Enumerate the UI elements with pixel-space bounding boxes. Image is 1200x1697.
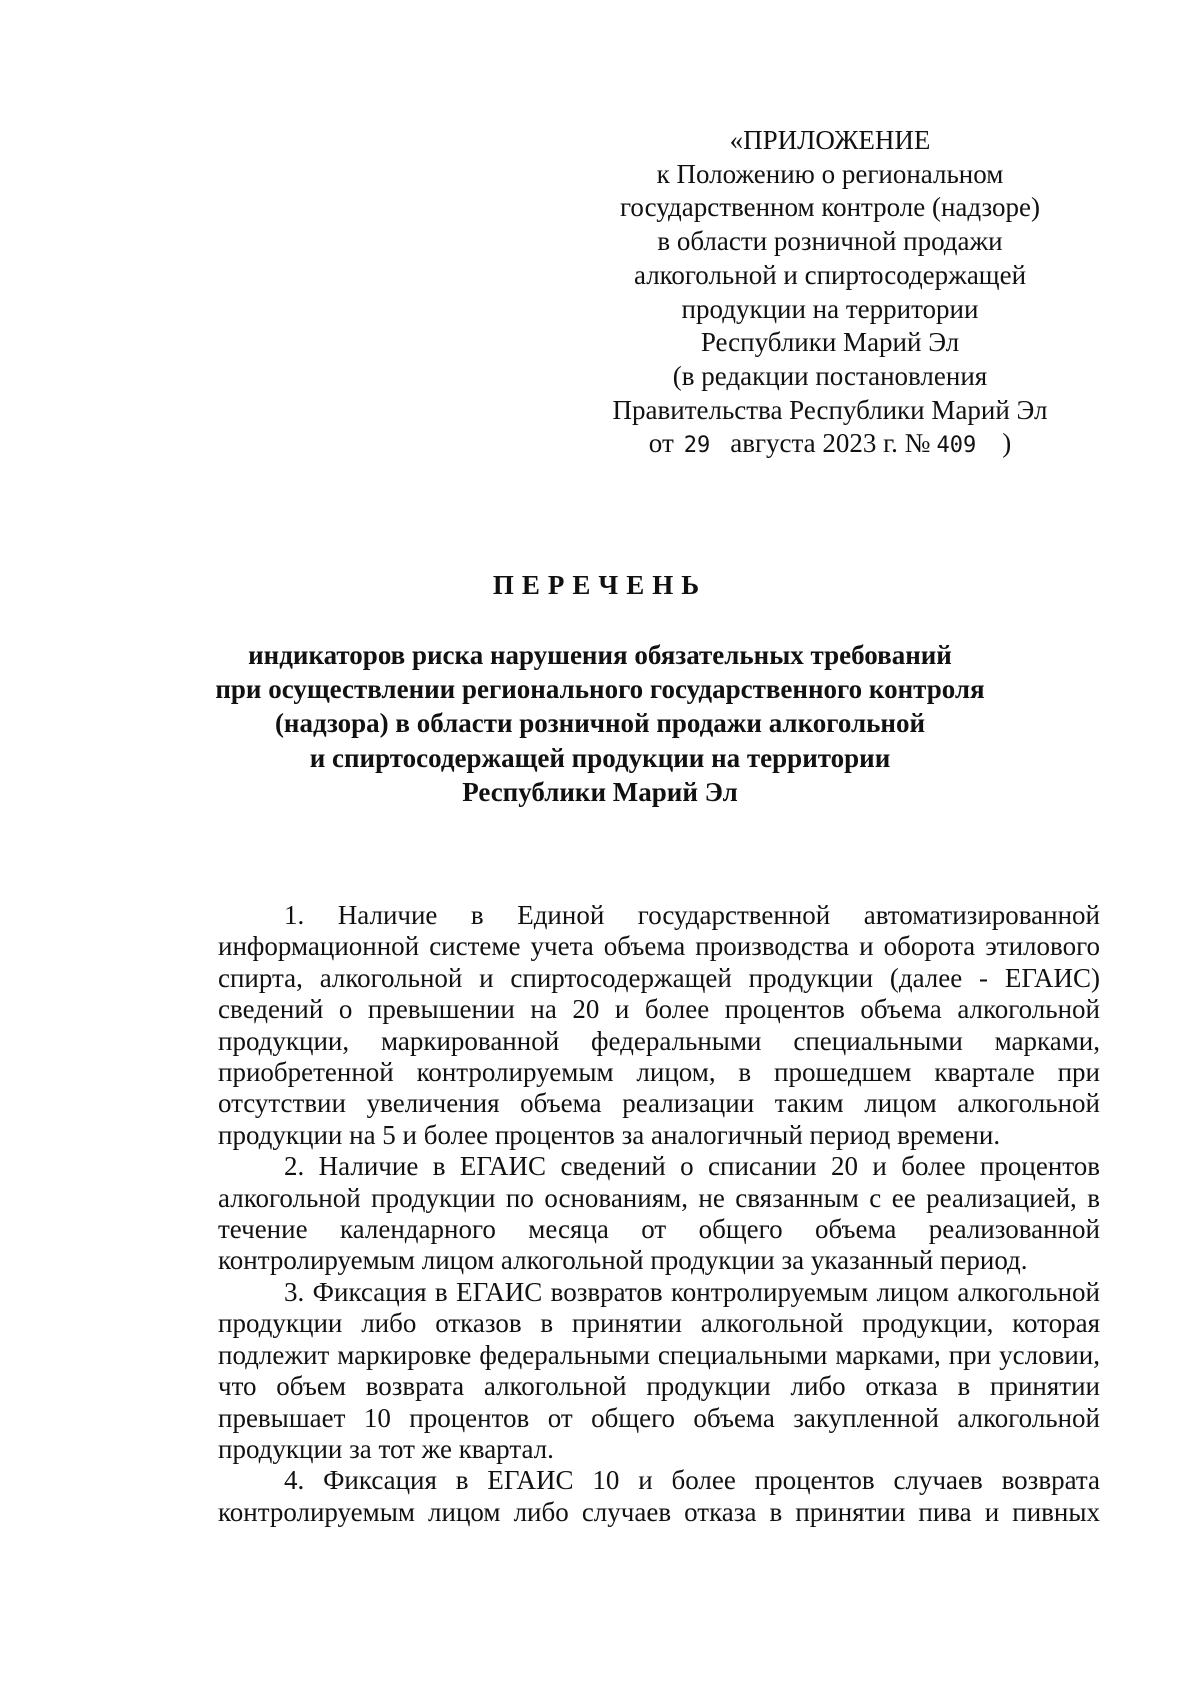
paragraph-3: 3. Фиксация в ЕГАИС возвратов контролируемым лицом алкогольной продукции либо отказов в принятии алкогольной продукции, которая подлежит маркировке федеральными специальными марками, при условии, что объем возврата алкогольной продукции либо отказа в принятии превышает 10 процентов от общего объема закупленной алкогольной продукции за тот же квартал. xyxy=(218,1276,1100,1464)
subtitle-line: Республики Марий Эл xyxy=(462,776,738,807)
appendix-line: (в редакции постановления xyxy=(672,360,988,391)
subtitle-line: индикаторов риска нарушения обязательных требований xyxy=(248,640,952,670)
appendix-line: алкогольной и спиртосодержащей xyxy=(633,259,1027,290)
appendix-line: к Положению о региональном xyxy=(656,158,1004,189)
appendix-line: Республики Марий Эл xyxy=(700,327,960,358)
subtitle-line: (надзора) в области розничной продажи алкогольной xyxy=(274,708,926,739)
date-rest: августа 2023 г. № xyxy=(730,428,931,459)
appendix-line: «ПРИЛОЖЕНИЕ xyxy=(729,125,931,155)
appendix-line: Правительства Республики Марий Эл xyxy=(612,394,1048,425)
paragraph-1: 1. Наличие в Единой государственной автоматизированной информационной системе учета объема производства и оборота этилового спирта, алкогольной и спиртосодержащей продукции (далее - ЕГАИС) сведений о превышении на 20 и более процентов объема алкогольной продукции, маркированной федеральными специальными марками, приобретенной контролируемым лицом, в прошедшем квартале при отсутствии увеличения объема реализации таким лицом алкогольной продукции на 5 и более процентов за аналогичный период времени. xyxy=(218,900,1100,1150)
document-number: 409 xyxy=(936,433,977,459)
appendix-line: продукции на территории xyxy=(681,293,979,324)
paragraph-2: 2. Наличие в ЕГАИС сведений о списании 20 и более процентов алкогольной продукции по основаниям, не связанным с ее реализацией, в течение календарного месяца от общего объема реализованной контролируемым лицом алкогольной продукции за указанный период. xyxy=(218,1151,1100,1276)
document-title: ПЕРЕЧЕНЬ xyxy=(492,570,708,600)
date-prefix: от xyxy=(648,428,674,459)
date-close: ) xyxy=(1002,428,1012,459)
date-day: 29 xyxy=(683,433,711,459)
appendix-line: в области розничной продажи xyxy=(657,226,1003,257)
subtitle-line: и спиртосодержащей продукции на территории xyxy=(309,742,891,773)
paragraph-4: 4. Фиксация в ЕГАИС 10 и более процентов случаев возврата контролируемым лицом либо случаев отказа в принятии пива и пивных xyxy=(218,1465,1100,1527)
appendix-date-line xyxy=(560,427,1100,463)
subtitle-line: при осуществлении регионального государственного контроля xyxy=(215,674,985,705)
document-subtitle xyxy=(200,638,1000,809)
appendix-line: государственном контроле (надзоре) xyxy=(620,192,1040,223)
document-body xyxy=(218,900,1100,1528)
appendix-header xyxy=(560,124,1100,463)
